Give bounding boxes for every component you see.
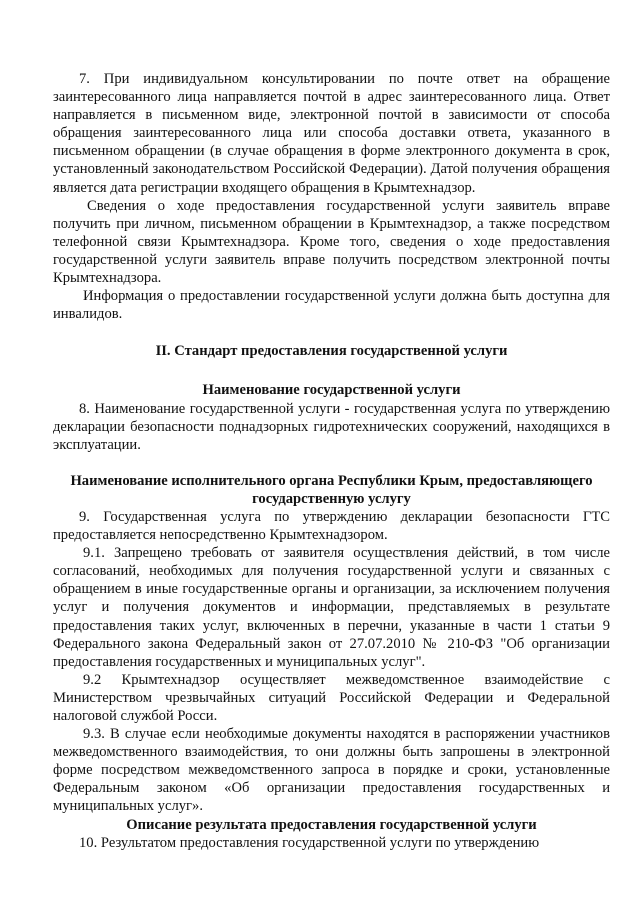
heading-executive-body: Наименование исполнительного органа Республики Крым, предоставляющего государственную услугу [70,472,593,507]
paragraph-accessibility: Информация о предоставлении государственной услуги должна быть доступна для инвалидов. [53,288,610,323]
heading-service-name: Наименование государственной услуги [202,382,461,399]
paragraph-9: 9. Государственная услуга по утверждению декларации безопасности ГТС предоставляется непосредственно Крымтехнадзором. [53,508,610,544]
paragraph-10: 10. Результатом предоставления государственной услуги по утверждению [79,834,540,851]
paragraph-9-2: 9.2 Крымтехнадзор осуществляет межведомственное взаимодействие с Министерством чрезвычайных ситуаций Российской Федерации и Федеральной налоговой службой Росси. [53,671,610,724]
paragraph-progress-info: Сведения о ходе предоставления государственной услуги заявитель вправе получить при личном, письменном обращении в Крымтехнадзор, а также посредством телефонной связи Крымтехнадзора. Кроме того, сведения о ходе предоставления государственной услуги заявитель вправе получить посредством электронной почты Крымтехнадзора. [53,197,610,287]
paragraph-7: 7. При индивидуальном консультировании по почте ответ на обращение заинтересованного лица направляется почтой в адрес заинтересованного лица. Ответ направляется в письменном виде, электронной почтой в зависимости от способа обращения заинтересованного лица или способа доставки ответа, указанного в письменном обращении (в случае обращения в форме электронного документа в срок, установленный законодательством Российской Федерации). Датой получения обращения является дата регистрации входящего обращения в Крымтехнадзор. [53,71,610,196]
paragraph-9-1: 9.1. Запрещено требовать от заявителя осуществления действий, в том числе согласований, необходимых для получения государственной услуги и связанных с обращением в иные государственные органы и организации, за исключением получения услуг и получения документов и информации, представляемых в результате предоставления таких услуг, включенных в перечни, указанные в части 1 статьи 9 Федерального закона Федеральный закон от 27.07.2010 № 210-ФЗ "Об организации предоставления государственных и муниципальных услуг". [53,545,610,670]
paragraph-9-3: 9.3. В случае если необходимые документы находятся в распоряжении участников межведомственного взаимодействия, то они должны быть запрошены в электронной форме посредством межведомственного запроса в порядке и сроки, установленные Федеральным законом «Об организации предоставления государственных и муниципальных услуг». [53,726,610,815]
document-page [53,70,610,852]
heading-result-description: Описание результата предоставления государственной услуги [126,816,537,833]
paragraph-8: 8. Наименование государственной услуги - государственная услуга по утверждению декларации безопасности поднадзорных гидротехнических сооружений, находящихся в эксплуатации. [53,400,610,453]
section-title: II. Стандарт предоставления государственной услуги [155,343,508,360]
